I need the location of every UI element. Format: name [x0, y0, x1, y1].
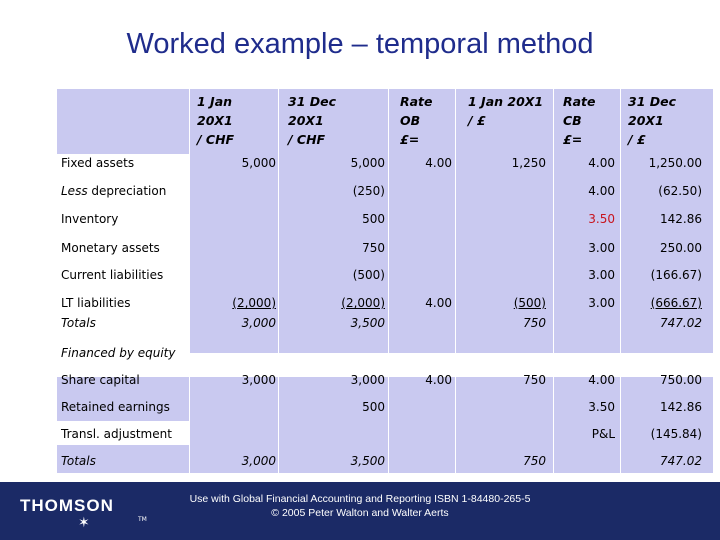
cell-dec-chf: 500 — [362, 400, 385, 414]
cell-dec-gbp: (145.84) — [650, 427, 702, 441]
row-label-less-depreciation: Less depreciation — [61, 184, 167, 198]
cell-rate-cb: 3.00 — [588, 268, 615, 282]
cell-dec-gbp: 142.86 — [660, 400, 702, 414]
cell-rate-cb: 3.00 — [588, 241, 615, 255]
footer-bar — [0, 482, 720, 540]
cell-dec-gbp: 747.02 — [660, 316, 702, 330]
header-dec-chf: 31 Dec 20X1 / CHF — [288, 94, 337, 147]
row-label-current-liabilities: Current liabilities — [61, 268, 164, 282]
cell-dec-chf: 3,500 — [350, 316, 385, 330]
row-label-totals: Totals — [61, 454, 96, 468]
header-rate-cb: Rate CB £= — [563, 94, 596, 147]
header-dec-gbp: 31 Dec 20X1 / £ — [628, 94, 677, 147]
cell-jan-chf: 3,000 — [241, 454, 276, 468]
slide-title: Worked example – temporal method — [126, 28, 594, 60]
row-label-share-capital: Share capital — [61, 373, 140, 387]
star-icon: ✶ — [78, 515, 90, 531]
header-jan-chf: 1 Jan 20X1 / CHF — [197, 94, 235, 147]
cell-rate-ob: 4.00 — [425, 373, 452, 387]
cell-jan-chf: 3,000 — [241, 316, 276, 330]
cell-jan-chf: 5,000 — [241, 156, 276, 170]
cell-dec-chf: 5,000 — [350, 156, 385, 170]
cell-dec-gbp: 1,250.00 — [648, 156, 702, 170]
row-label-retained-earnings: Retained earnings — [61, 400, 170, 414]
cell-jan-gbp: 1,250 — [511, 156, 546, 170]
row-label-inventory: Inventory — [61, 212, 119, 226]
footer-copyright-line: © 2005 Peter Walton and Walter Aerts — [271, 507, 449, 519]
cell-dec-gbp: (62.50) — [658, 184, 702, 198]
row-label-transl-adjustment: Transl. adjustment — [61, 427, 172, 441]
cell-dec-gbp: 747.02 — [660, 454, 702, 468]
thomson-logo: THOMSON — [20, 496, 114, 515]
trademark-mark: TM — [138, 516, 147, 523]
header-jan-gbp: 1 Jan 20X1 / £ — [468, 94, 544, 128]
cell-dec-chf: 500 — [362, 212, 385, 226]
row-label-totals: Totals — [61, 316, 96, 330]
cell-rate-cb: 4.00 — [588, 156, 615, 170]
cell-dec-chf: (2,000) — [341, 296, 385, 310]
cell-jan-gbp: 750 — [523, 316, 546, 330]
cell-dec-chf: 3,500 — [350, 454, 385, 468]
header-rate-ob: Rate OB £= — [400, 94, 433, 147]
cell-jan-chf: (2,000) — [232, 296, 276, 310]
cell-dec-chf: (500) — [352, 268, 385, 282]
cell-dec-chf: (250) — [352, 184, 385, 198]
cell-rate-cb: 4.00 — [588, 184, 615, 198]
cell-rate-cb: 3.00 — [588, 296, 615, 310]
cell-rate-ob: 4.00 — [425, 156, 452, 170]
cell-dec-chf: 750 — [362, 241, 385, 255]
cell-jan-gbp: 750 — [523, 373, 546, 387]
cell-dec-gbp: 142.86 — [660, 212, 702, 226]
cell-rate-cb: P&L — [591, 427, 615, 441]
cell-dec-chf: 3,000 — [350, 373, 385, 387]
row-label-fixed-assets: Fixed assets — [61, 156, 135, 170]
cell-jan-chf: 3,000 — [241, 373, 276, 387]
cell-rate-cb: 4.00 — [588, 373, 615, 387]
cell-dec-gbp: 250.00 — [660, 241, 702, 255]
cell-jan-gbp: (500) — [513, 296, 546, 310]
cell-jan-gbp: 750 — [523, 454, 546, 468]
cell-rate-cb: 3.50 — [588, 212, 615, 226]
cell-dec-gbp: (166.67) — [650, 268, 702, 282]
cell-dec-gbp: 750.00 — [660, 373, 702, 387]
footer-isbn-line: Use with Global Financial Accounting and Reporting ISBN 1-84480-265-5 — [189, 493, 531, 505]
cell-rate-ob: 4.00 — [425, 296, 452, 310]
cell-rate-cb: 3.50 — [588, 400, 615, 414]
row-label-lt-liabilities: LT liabilities — [61, 296, 131, 310]
row-label-monetary-assets: Monetary assets — [61, 241, 160, 255]
section-label-financed-by-equity: Financed by equity — [61, 346, 176, 360]
cell-dec-gbp: (666.67) — [650, 296, 702, 310]
